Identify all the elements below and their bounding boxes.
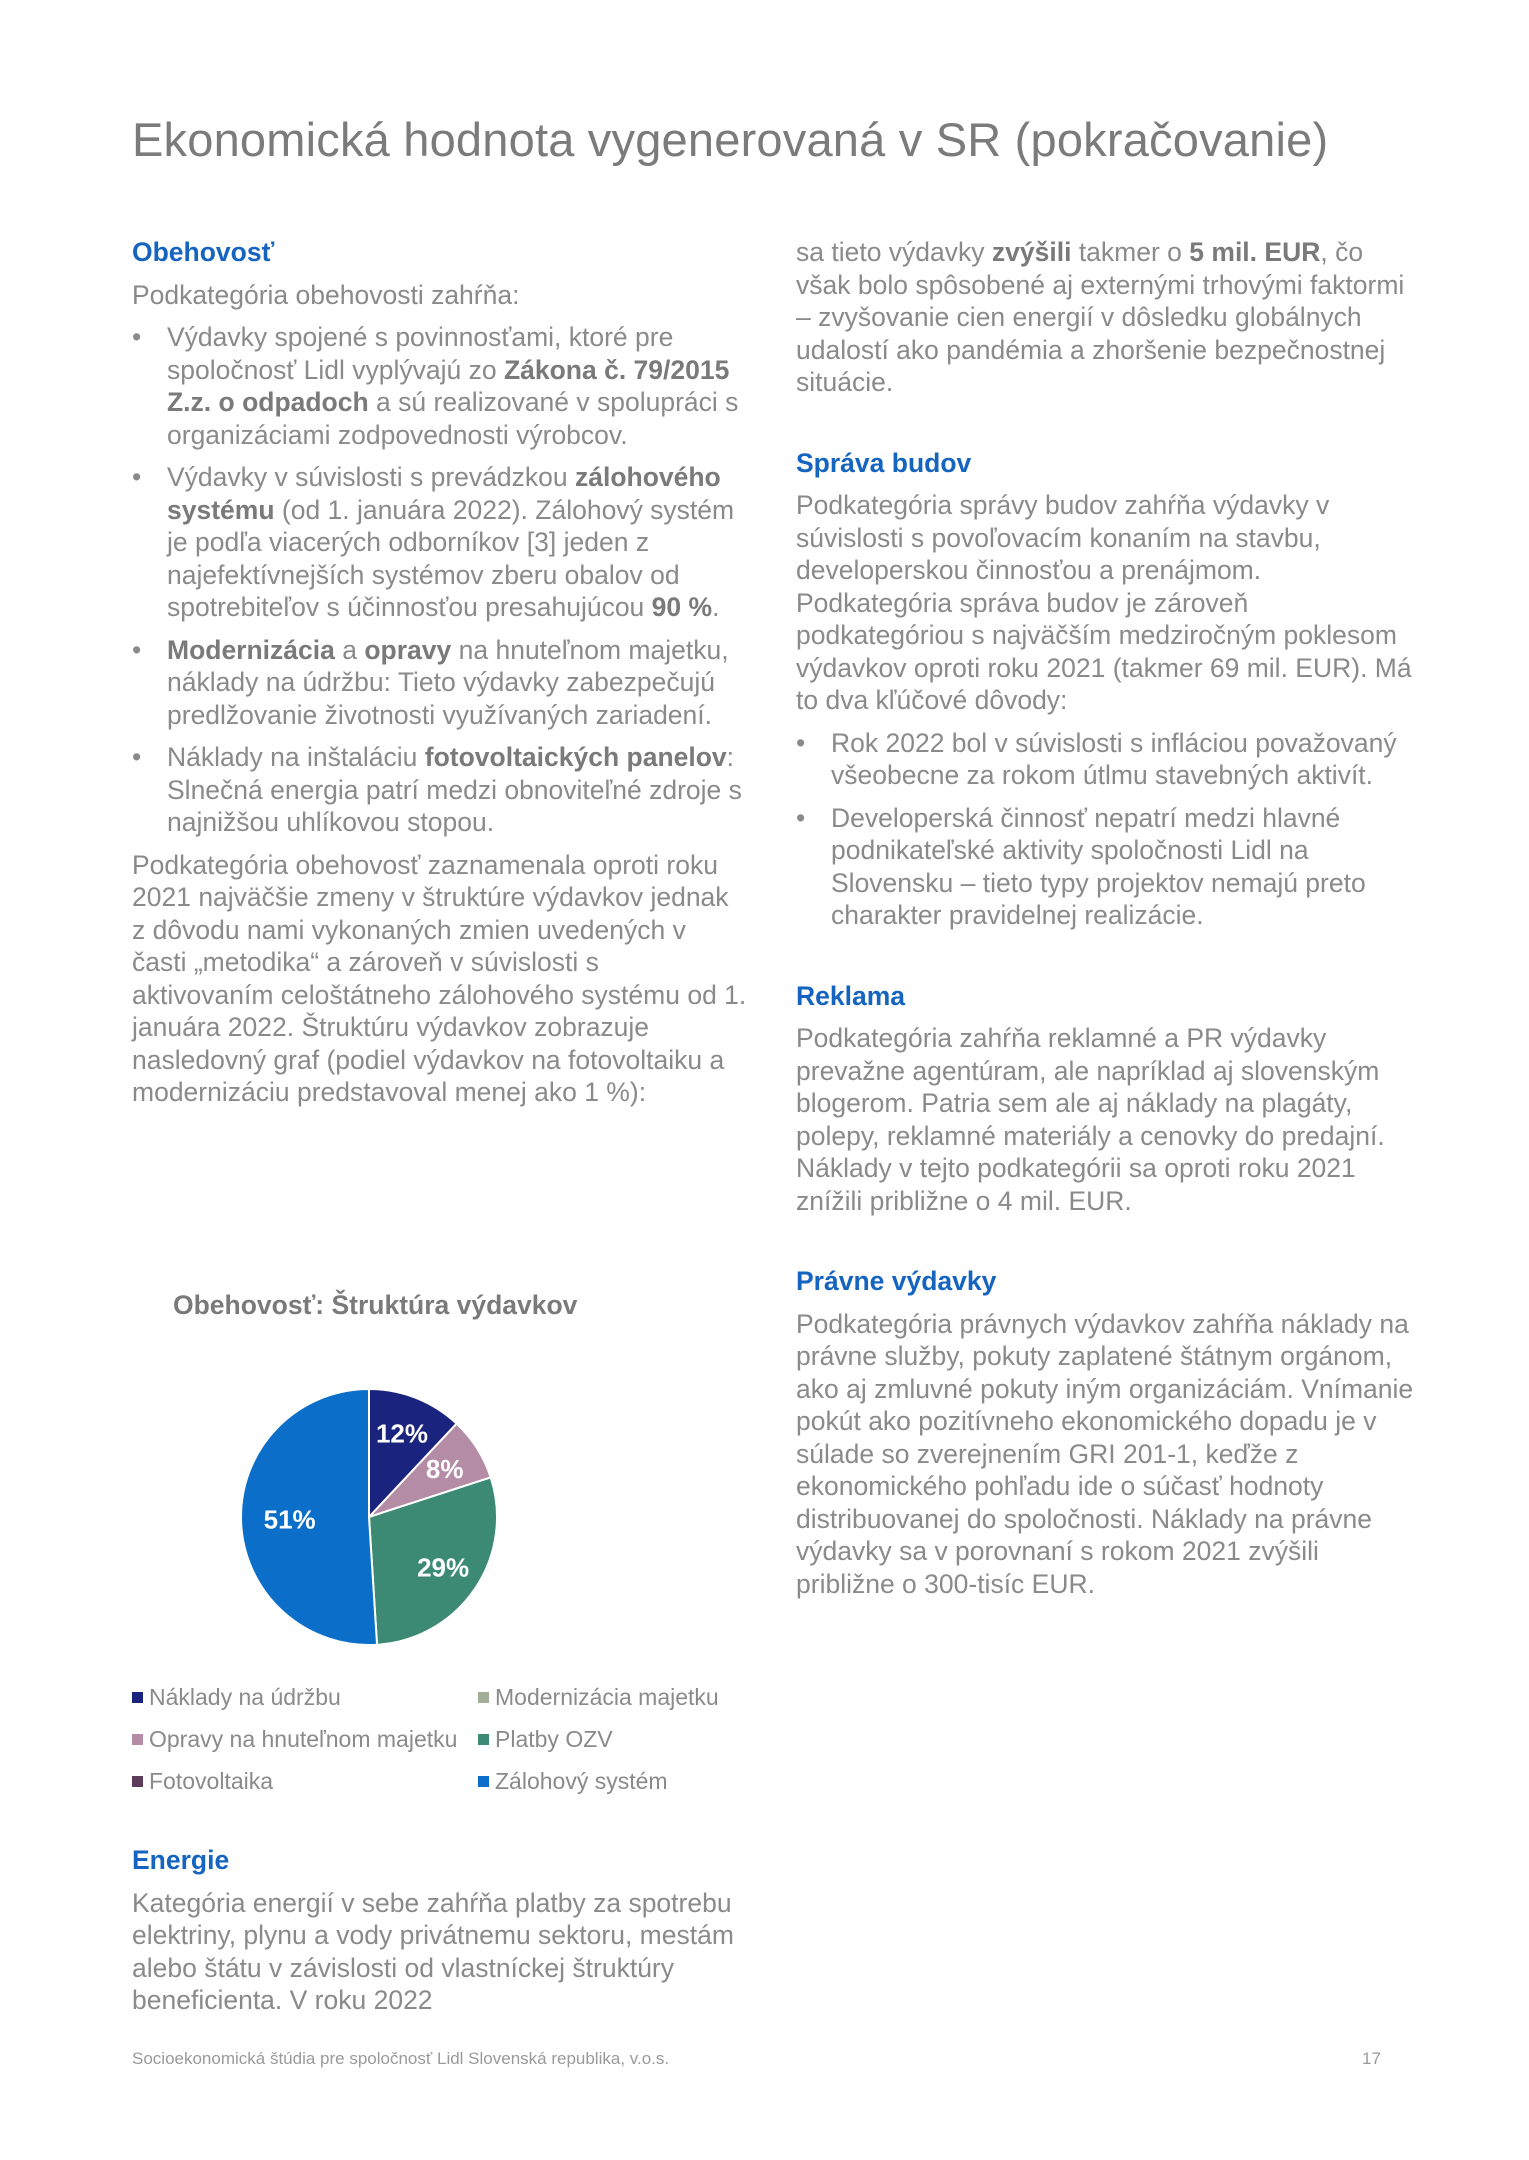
text-run: a xyxy=(334,634,365,665)
section-heading-obehovost: Obehovosť xyxy=(132,237,275,267)
obehovost-intro: Podkategória obehovosti zahŕňa: xyxy=(132,279,520,310)
pie-chart xyxy=(232,1380,532,1680)
legend-swatch xyxy=(478,1776,489,1787)
text-run: sa tieto výdavky xyxy=(796,237,992,267)
bullet-marker: • xyxy=(132,742,142,772)
text-run: Developerská činnosť nepatrí medzi hlavné podnikateľské aktivity spoločnosti Lidl na Slovensku – tieto typy projektov nemajú preto charakter pravidelnej realizácie. xyxy=(831,802,1366,930)
list-item xyxy=(796,802,1421,932)
bullet-marker: • xyxy=(132,634,142,665)
bold-text: 90 % xyxy=(651,592,713,622)
section-heading-sprava-budov: Správa budov xyxy=(796,447,972,478)
bullet-marker: • xyxy=(796,727,806,758)
footer-text: Socioekonomická štúdia pre spoločnosť Lidl Slovenská republika, v.o.s. xyxy=(132,2049,670,2068)
legend-swatch xyxy=(132,1692,143,1703)
section-heading-energie: Energie xyxy=(132,1845,230,1875)
text-run: : Slnečná energia patrí medzi obnoviteľné zdroje s najnižšou uhlíkovou stopou. xyxy=(167,742,742,837)
bold-text: Zákona č. 79/2015 Z.z. o odpadoch xyxy=(167,354,730,417)
text-run: , čo však bolo spôsobené aj externými trhovými faktormi – zvyšovanie cien energií v dôsledku globálnych udalostí ako pandémia a zhoršenie bezpečnostnej situácie. xyxy=(796,237,1405,397)
legend-item xyxy=(132,1684,341,1711)
legend-item xyxy=(132,1768,273,1795)
legend-swatch xyxy=(132,1776,143,1787)
pie-data-label: 8% xyxy=(425,1453,464,1484)
reklama-paragraph: Podkategória zahŕňa reklamné a PR výdavky prevažne agentúram, ale napríklad aj slovenským blogerom. Patria sem ale aj náklady na plagáty, polepy, reklamné materiály a cenovky do predajní. Náklady v tejto podkategórii sa oproti roku 2021 znížili približne o 4 mil. EUR. xyxy=(796,1023,1385,1216)
bold-text: opravy xyxy=(364,634,452,665)
legend-swatch xyxy=(132,1734,143,1745)
pie-data-label: 12% xyxy=(375,1418,429,1449)
text-run: (od 1. januára 2022). Zálohový systém je podľa viacerých odborníkov [3] jeden z najefektívnejších systémov zberu obalov od spotrebiteľov s účinnosťou presahujúcou xyxy=(167,494,735,622)
bullet-marker: • xyxy=(132,462,142,492)
legend-label: Modernizácia majetku xyxy=(495,1684,719,1710)
legend-label: Platby OZV xyxy=(495,1726,613,1752)
legend-item xyxy=(478,1768,668,1795)
text-run: a sú realizované v spolupráci s organizáciami zodpovednosti výrobcov. xyxy=(167,387,739,450)
legend-swatch xyxy=(478,1692,489,1703)
legend-item xyxy=(132,1726,457,1753)
pie-data-label: 51% xyxy=(263,1504,316,1535)
legend-swatch xyxy=(478,1734,489,1745)
page-title: Ekonomická hodnota vygenerovaná v SR (pokračovanie) xyxy=(132,113,1329,166)
list-item xyxy=(132,321,747,451)
text-run: Výdavky v súvislosti s prevádzkou xyxy=(167,462,575,492)
obehovost-bullet-list xyxy=(132,321,747,839)
legend-label: Opravy na hnuteľnom majetku xyxy=(149,1726,458,1752)
legend-item xyxy=(478,1726,613,1753)
legend-item xyxy=(478,1684,719,1711)
sprava-budov-bullet-list xyxy=(796,727,1421,932)
bold-text: 5 mil. EUR xyxy=(1189,237,1321,267)
left-column xyxy=(132,236,747,1119)
obehovost-paragraph: Podkategória obehovosť zaznamenala oproti roku 2021 najväčšie zmeny v štruktúre výdavkov jednak z dôvodu nami vykonaných zmien uvedených v časti „metodika“ a zároveň v súvislosti s aktivovaním celoštátneho zálohového systému od 1. januára 2022. Štruktúru výdavkov zobrazuje nasledovný graf (podiel výdavkov na fotovoltaiku a modernizáciu predstavoval menej ako 1 %): xyxy=(132,849,747,1107)
text-run: Rok 2022 bol v súvislosti s infláciou považovaný všeobecne za rokom útlmu stavebných aktivít. xyxy=(831,727,1397,790)
energie-continuation xyxy=(796,236,1421,399)
energie-paragraph: Kategória energií v sebe zahŕňa platby za spotrebu elektriny, plynu a vody privátnemu sektoru, mestám alebo štátu v závislosti od vlastníckej štruktúry beneficienta. V roku 2022 xyxy=(132,1887,734,2015)
text-run: Výdavky spojené s povinnosťami, ktoré pre spoločnosť Lidl vyplývajú zo xyxy=(167,322,674,385)
bold-text: fotovoltaických panelov xyxy=(424,742,727,772)
chart-title: Obehovosť: Štruktúra výdavkov xyxy=(173,1290,578,1320)
sprava-budov-paragraph: Podkategória správy budov zahŕňa výdavky v súvislosti s povoľovacím konaním na stavbu, developerskou činnosťou a prenájmom. Podkategória správa budov je zároveň podkategóriou s najväčším medziročným poklesom výdavkov oproti roku 2021 (takmer 69 mil. EUR). Má to dva kľúčové dôvody: xyxy=(796,490,1412,715)
text-run: takmer o xyxy=(1071,237,1190,267)
legend-label: Zálohový systém xyxy=(495,1768,668,1794)
pie-data-label: 29% xyxy=(417,1552,470,1583)
bullet-marker: • xyxy=(132,322,142,352)
energie-section xyxy=(132,1844,747,2017)
list-item xyxy=(132,461,747,624)
text-run: . xyxy=(712,592,720,622)
section-heading-reklama: Reklama xyxy=(796,980,906,1011)
bold-text: zvýšili xyxy=(991,237,1072,267)
section-heading-pravne-vydavky: Právne výdavky xyxy=(796,1266,997,1296)
pravne-vydavky-paragraph: Podkategória právnych výdavkov zahŕňa náklady na právne služby, pokuty zaplatené štátnym orgánom, ako aj zmluvné pokuty iným organizáciám. Vnímanie pokút ako pozitívneho ekonomického dopadu je v súlade so zverejnením GRI 201-1, keďže z ekonomického pohľadu ide o súčasť hodnoty distribuovanej do spoločnosti. Náklady na právne výdavky sa v porovnaní s rokom 2021 zvýšili približne o 300-tisíc EUR. xyxy=(796,1308,1414,1599)
text-run: Náklady na inštaláciu xyxy=(167,742,425,772)
list-item xyxy=(132,741,747,839)
page-number: 17 xyxy=(1362,2049,1381,2068)
list-item xyxy=(796,727,1421,792)
bullet-marker: • xyxy=(796,802,806,833)
legend-label: Fotovoltaika xyxy=(149,1768,274,1794)
legend-label: Náklady na údržbu xyxy=(149,1684,341,1710)
text-run: na hnuteľnom majetku, náklady na údržbu: Tieto výdavky zabezpečujú predlžovanie životnosti využívaných zariadení. xyxy=(167,634,729,730)
bold-text: zálohového systému xyxy=(167,462,721,525)
right-column xyxy=(796,236,1421,1610)
bold-text: Modernizácia xyxy=(167,634,335,665)
list-item xyxy=(132,634,747,732)
